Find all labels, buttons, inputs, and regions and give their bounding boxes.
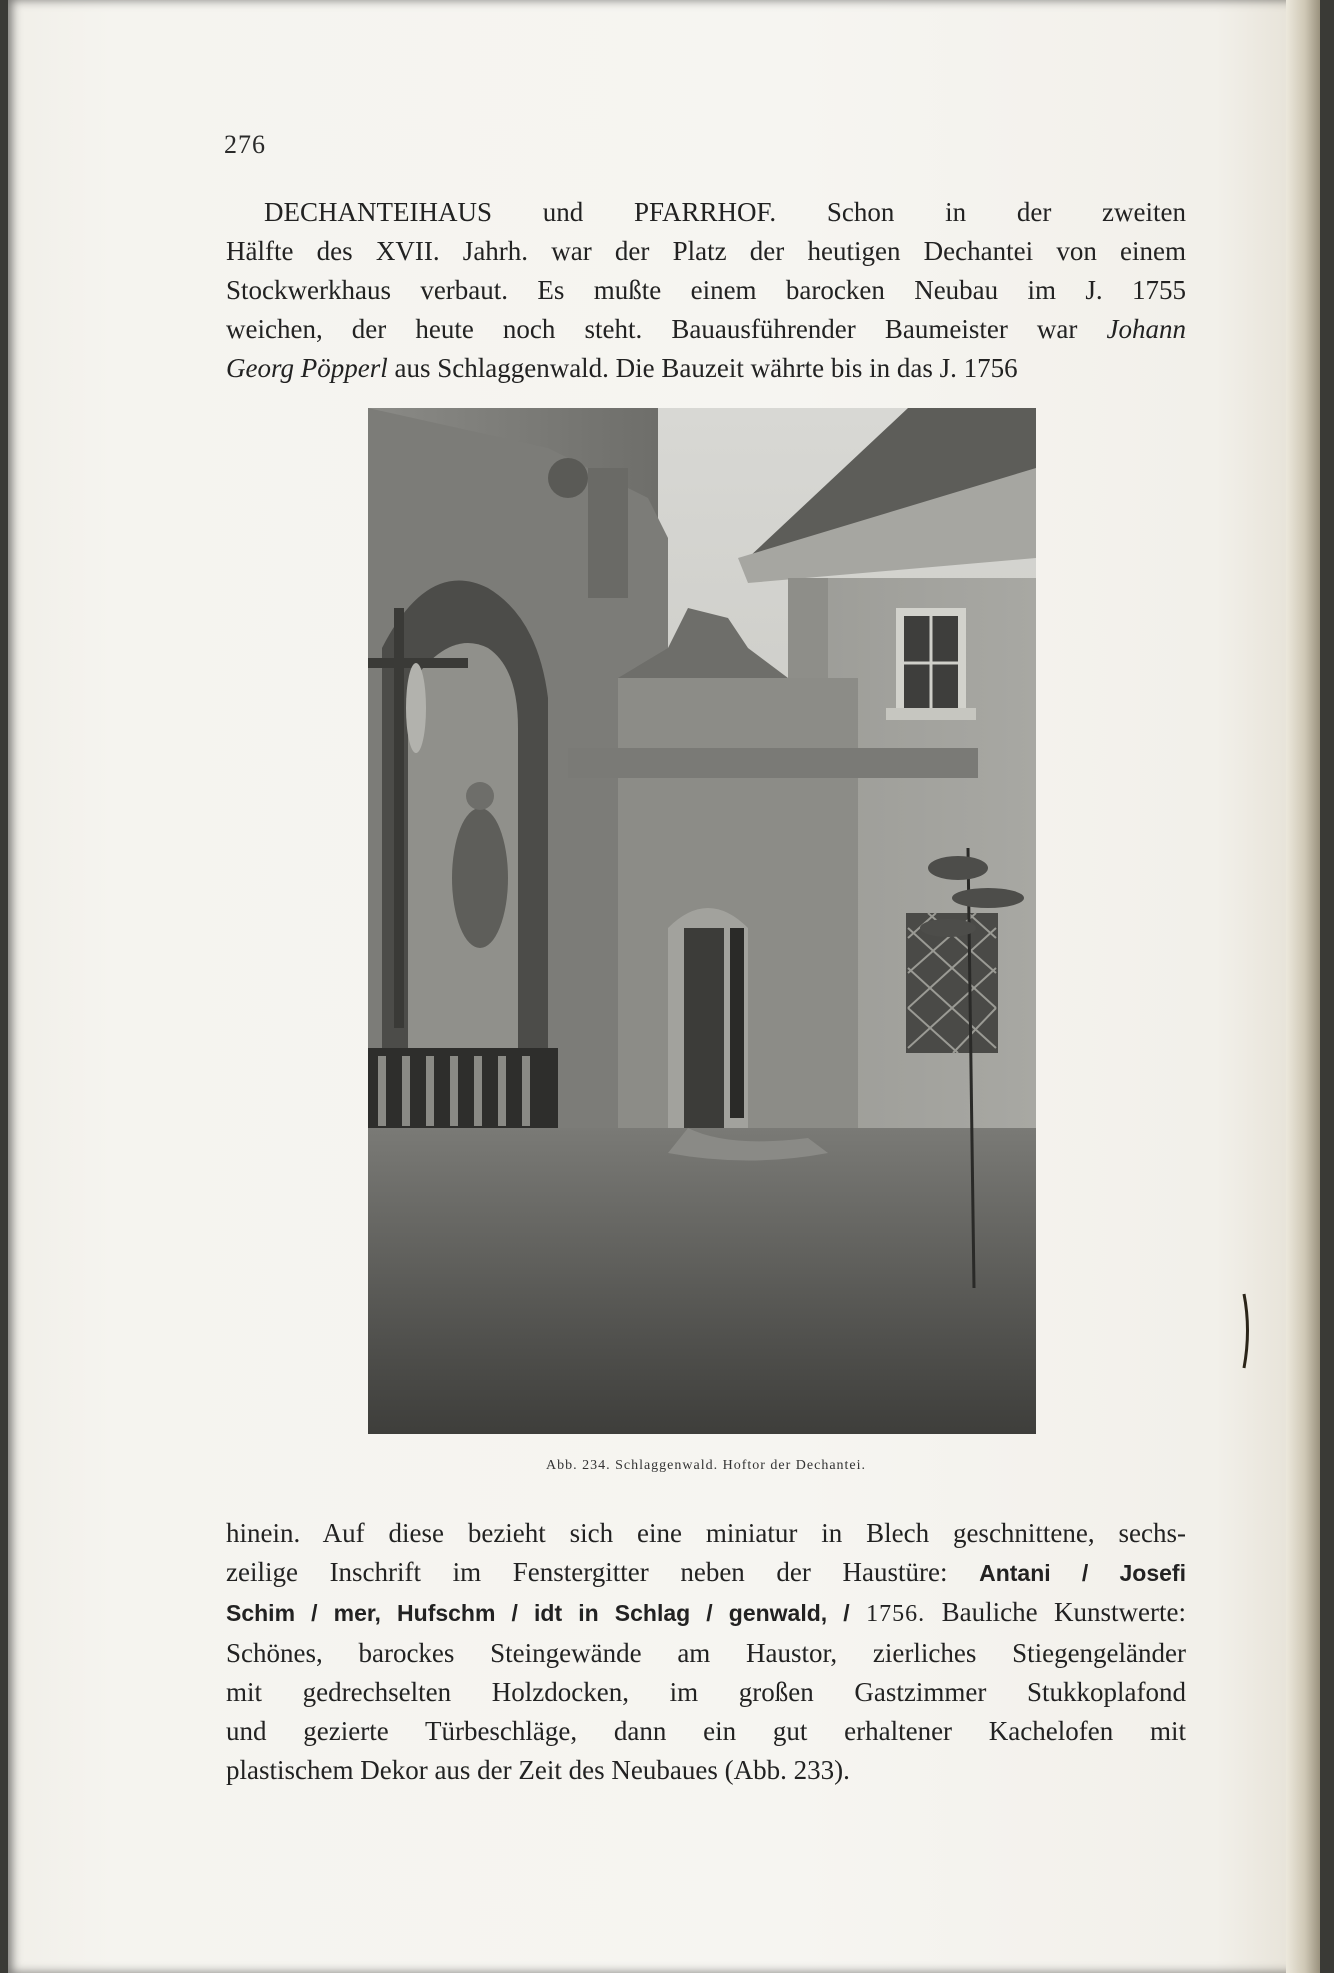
figure-photo [368, 408, 1036, 1434]
book-page [8, 0, 1320, 1973]
figure-caption: Abb. 234. Schlaggenwald. Hoftor der Dechantei. [545, 1458, 867, 1473]
italic-name: Johann [1106, 314, 1186, 344]
text-line: und gezierte Türbeschläge, dann ein gut erhaltener Kachelofen mit [226, 1716, 1186, 1746]
text-line: plastischem Dekor aus der Zeit des Neubaues (Abb. 233). [226, 1755, 850, 1785]
text-line: Georg Pöpperl aus Schlaggenwald. Die Bauzeit währte bis in das J. 1756 [226, 353, 1018, 383]
italic-name: Georg Pöpperl [226, 353, 388, 383]
text-line: DECHANTEIHAUS und PFARRHOF. Schon in der zweiten [264, 197, 1186, 227]
inscription-text: Antani / Josefi [979, 1560, 1186, 1586]
text-line: Schönes, barockes Steingewände am Haustor, zierliches Stiegengeländer [226, 1638, 1186, 1668]
text-line: hinein. Auf diese bezieht sich eine miniatur in Blech geschnittene, sechs- [226, 1518, 1186, 1548]
margin-bracket-mark [1242, 1292, 1252, 1370]
paragraph-top [226, 193, 1186, 388]
page-number: 276 [224, 130, 266, 159]
text-line: weichen, der heute noch steht. Bauausführender Baumeister war Johann [226, 314, 1186, 344]
text-line: mit gedrechselten Holzdocken, im großen Gastzimmer Stukkoplafond [226, 1677, 1186, 1707]
year-text: 1756. [866, 1601, 926, 1627]
text-line: Hälfte des XVII. Jahrh. war der Platz der heutigen Dechantei von einem [226, 236, 1186, 266]
text-line: zeilige Inschrift im Fenstergitter neben der Haustüre: Antani / Josefi [226, 1557, 1186, 1587]
paragraph-bottom [226, 1514, 1186, 1790]
inscription-text: Schim / mer, Hufschm / idt in Schlag / genwald, / [226, 1600, 850, 1626]
courtyard-gate-photo [368, 408, 1036, 1434]
page-edge [1286, 0, 1320, 1973]
text-line: Stockwerkhaus verbaut. Es mußte einem barocken Neubau im J. 1755 [226, 275, 1186, 305]
text-line: Schim / mer, Hufschm / idt in Schlag / genwald, / 1756. Bauliche Kunstwerte: [226, 1597, 1187, 1627]
